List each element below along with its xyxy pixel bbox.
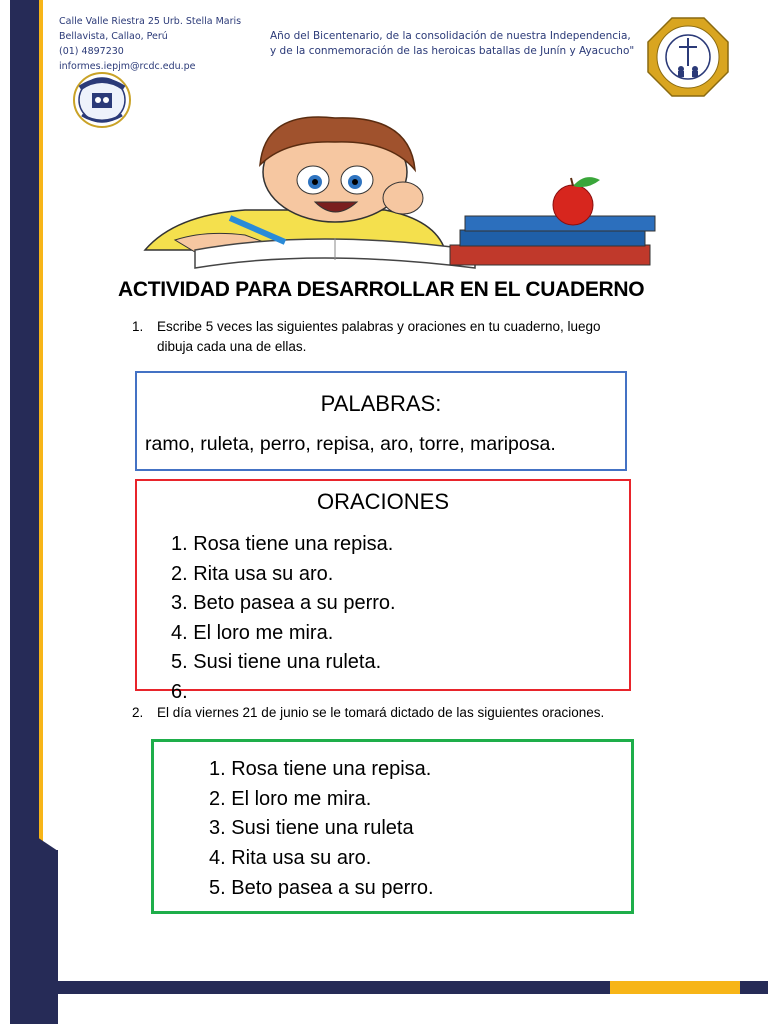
dictado-box: [151, 739, 634, 914]
oraciones-title: ORACIONES: [316, 489, 450, 514]
email-address: informes.iepjm@rcdc.edu.pe: [59, 61, 196, 72]
bottom-navy-cap: [740, 981, 768, 994]
dictado-item: 5. Beto pasea a su perro.: [209, 877, 434, 899]
side-navy-block: [10, 850, 58, 1024]
palabras-box: [135, 371, 627, 471]
diocese-seal: [646, 16, 730, 98]
year-motto-line-1: Año del Bicentenario, de la consolidación de nuestra Independencia,: [270, 30, 631, 42]
oracion-item: 2. Rita usa su aro.: [171, 563, 334, 585]
instruction-1-number: 1.: [132, 319, 144, 334]
address-line-1: Calle Valle Riestra 25 Urb. Stella Maris: [59, 16, 242, 27]
header-contact: [59, 14, 241, 74]
instruction-2-number: 2.: [132, 705, 144, 720]
year-motto-line-2: y de la conmemoración de las heroicas batallas de Junín y Ayacucho": [270, 45, 635, 57]
palabras-list: ramo, ruleta, perro, repisa, aro, torre, mariposa.: [145, 433, 556, 455]
oracion-item: 3. Beto pasea a su perro.: [171, 592, 396, 614]
dictado-item: 1. Rosa tiene una repisa.: [209, 758, 432, 780]
oracion-item: 4. El loro me mira.: [171, 622, 334, 644]
dictado-item: 4. Rita usa su aro.: [209, 847, 372, 869]
side-navy-notch: [10, 835, 58, 851]
oracion-item: 6.: [171, 681, 188, 703]
address-line-2: Bellavista, Callao, Perú: [59, 31, 168, 42]
oracion-item: 5. Susi tiene una ruleta.: [171, 651, 382, 673]
dictado-item: 3. Susi tiene una ruleta: [209, 817, 414, 839]
school-logo: [72, 71, 132, 129]
student-illustration: [135, 110, 660, 278]
activity-title: ACTIVIDAD PARA DESARROLLAR EN EL CUADERNO: [118, 278, 645, 301]
instruction-1: [157, 317, 657, 357]
palabras-title: PALABRAS:: [320, 391, 442, 416]
oraciones-box: [135, 479, 631, 703]
instruction-1-line-2: dibuja cada una de ellas.: [157, 339, 307, 354]
dictado-item: 2. El loro me mira.: [209, 788, 372, 810]
year-motto: [270, 29, 634, 59]
oracion-item: 1. Rosa tiene una repisa.: [171, 533, 394, 555]
instruction-2: El día viernes 21 de junio se le tomará dictado de las siguientes oraciones.: [157, 705, 605, 720]
phone-number: (01) 4897230: [59, 46, 124, 57]
bottom-yellow-stripe: [610, 981, 740, 994]
instruction-1-line-1: Escribe 5 veces las siguientes palabras y oraciones en tu cuaderno, luego: [157, 319, 601, 334]
